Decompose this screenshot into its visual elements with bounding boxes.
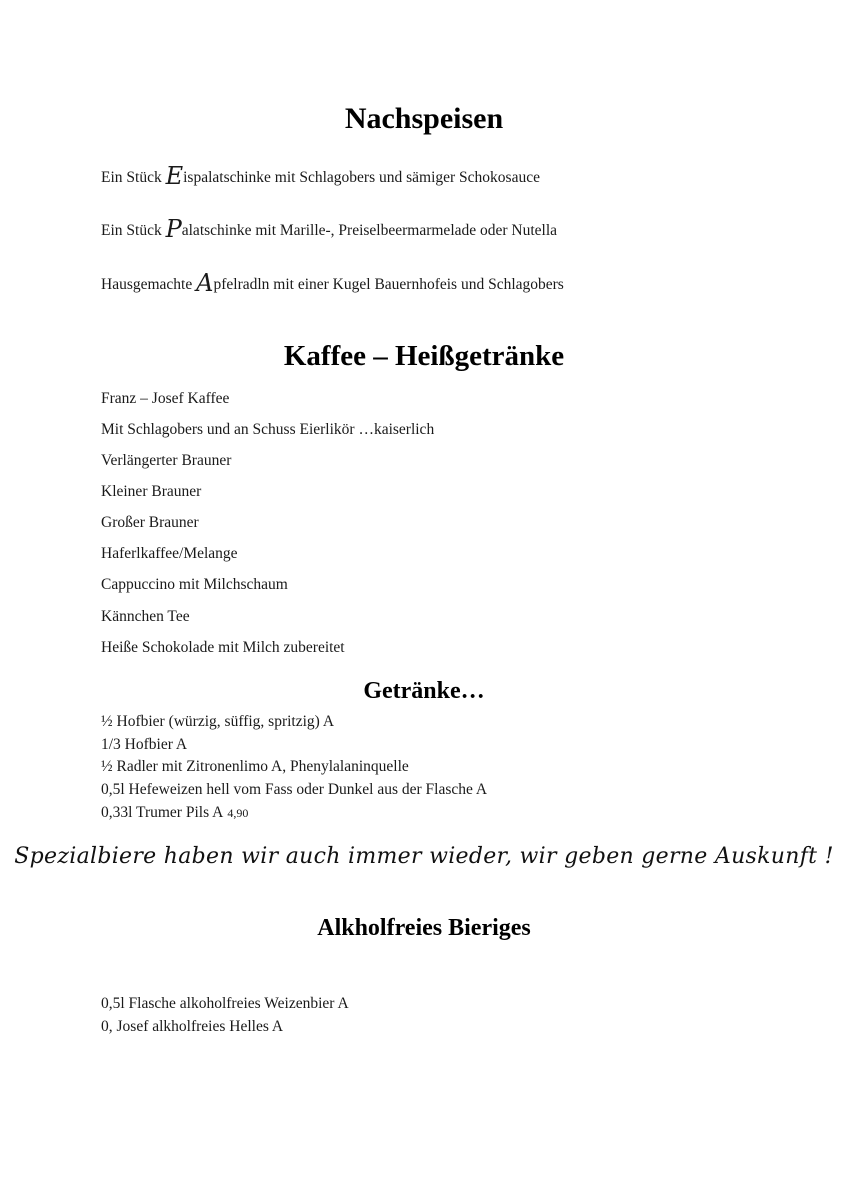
drink-item: ½ Hofbier (würzig, süffig, spritzig) A	[101, 713, 335, 730]
coffee-item: Kleiner Brauner	[101, 483, 202, 500]
drink-item: 1/3 Hofbier A	[101, 736, 188, 753]
coffee-item: Kännchen Tee	[101, 608, 190, 625]
dessert-item-text: ispalatschinke mit Schlagobers und sämiger Schokosauce	[183, 169, 540, 186]
coffee-item: Großer Brauner	[101, 514, 199, 531]
drink-item-text: 0,33l Trumer Pils A	[101, 804, 224, 821]
dessert-item	[101, 269, 564, 297]
heading-nachspeisen: Nachspeisen	[344, 102, 504, 135]
heading-getraenke: Getränke…	[363, 678, 485, 704]
coffee-item: Verlängerter Brauner	[101, 452, 232, 469]
decorative-initial: E	[165, 162, 183, 190]
dessert-item-text: pfelradln mit einer Kugel Bauernhofeis und Schlagobers	[213, 276, 564, 293]
coffee-item: Franz – Josef Kaffee	[101, 390, 230, 407]
drink-item: ½ Radler mit Zitronenlimo A, Phenylalaninquelle	[101, 758, 409, 775]
coffee-item: Haferlkaffee/Melange	[101, 545, 238, 562]
dessert-item	[101, 162, 540, 190]
dessert-item	[101, 215, 558, 243]
coffee-item: Heiße Schokolade mit Milch zubereitet	[101, 639, 345, 656]
coffee-item: Cappuccino mit Milchschaum	[101, 576, 288, 593]
dessert-item-text: alatschinke mit Marille-, Preiselbeermarmelade oder Nutella	[181, 222, 558, 239]
drink-item: 0,5l Hefeweizen hell vom Fass oder Dunkel aus der Flasche A	[101, 781, 488, 798]
coffee-item: Mit Schlagobers und an Schuss Eierlikör …kaiserlich	[101, 421, 435, 438]
dessert-item-prefix: Ein Stück	[101, 222, 166, 239]
decorative-initial: A	[196, 269, 213, 297]
drink-price: 4,90	[227, 806, 249, 820]
nonalcoholic-item: 0, Josef alkholfreies Helles A	[101, 1018, 284, 1035]
decorative-initial: P	[165, 215, 181, 243]
dessert-item-prefix: Ein Stück	[101, 169, 166, 186]
nonalcoholic-item: 0,5l Flasche alkoholfreies Weizenbier A	[101, 995, 349, 1012]
dessert-item-prefix: Hausgemachte	[101, 276, 197, 293]
heading-kaffee: Kaffee – Heißgetränke	[283, 340, 565, 372]
heading-alkoholfrei: Alkholfreies Bieriges	[317, 915, 531, 941]
specialty-beer-note: Spezialbiere haben wir auch immer wieder, wir geben gerne Auskunft !	[14, 844, 834, 869]
drink-item	[101, 805, 248, 821]
